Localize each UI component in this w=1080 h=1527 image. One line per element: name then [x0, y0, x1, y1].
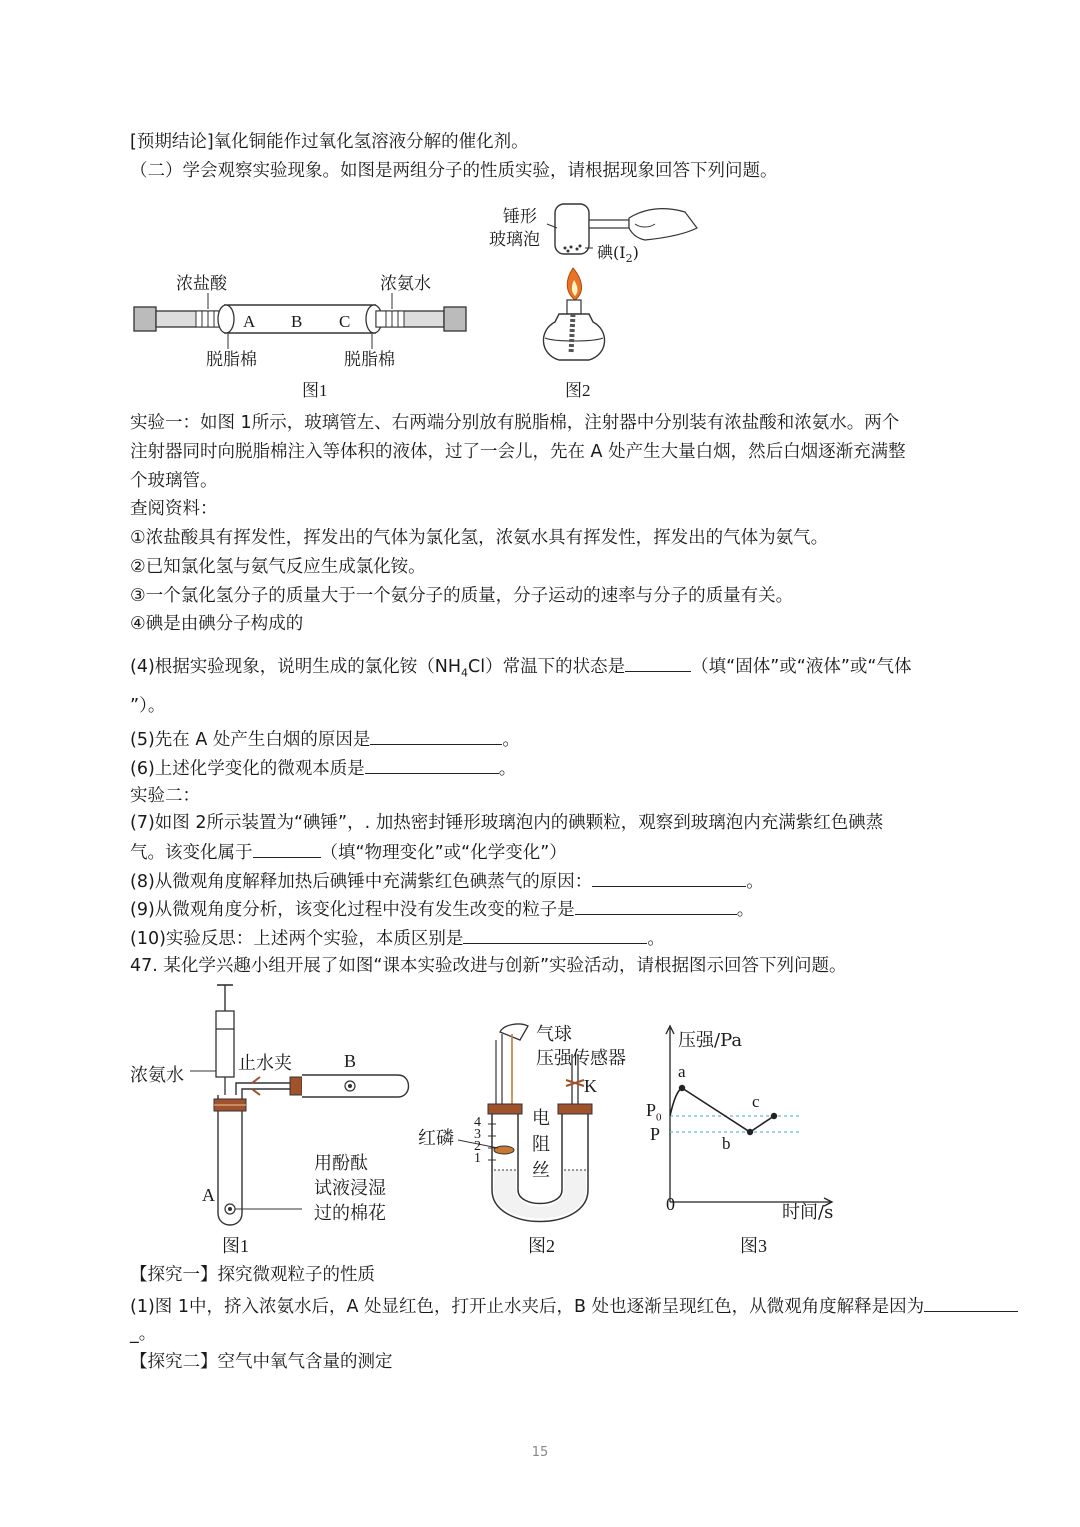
scale-2: 2 [474, 1139, 481, 1154]
figure-caption: 图3 [740, 1236, 767, 1256]
label-wire-3: 丝 [532, 1160, 550, 1181]
answer-blank-9[interactable] [575, 896, 737, 915]
bulb-label-1: 锤形 [503, 207, 537, 227]
question-9: (9)从微观角度分析，该变化过程中没有发生改变的粒子是 。 [130, 896, 754, 922]
question-4: (4)根据实验现象，说明生成的氯化铵$(NH_4Cl)$常温下的状态是 （填“固体”或“液体”或“气体 [130, 653, 911, 686]
answer-blank-5[interactable] [370, 726, 502, 745]
label-b: B [344, 1051, 357, 1071]
reference-4: ④碘是由碘分子构成的 [130, 614, 304, 634]
phenol-label-1: 用酚酞 [314, 1153, 368, 1174]
label-balloon: 气球 [536, 1024, 572, 1045]
page-number: 15 [531, 1445, 549, 1460]
reference-title: 查阅资料： [130, 499, 218, 519]
experiment2-title: 实验二： [130, 786, 200, 806]
explore1-title: 【探究一】探究微观粒子的性质 [130, 1265, 375, 1285]
point-b: B [291, 312, 303, 331]
point-a: A [243, 312, 256, 331]
label-wire-2: 阻 [532, 1134, 550, 1155]
label-wire-1: 电 [532, 1108, 550, 1129]
explore1-question-1-end: _。 [130, 1324, 157, 1344]
explore1-question-1: (1)图 1中，挤入浓氨水后，A 处显红色，打开止水夹后，B 处也逐渐呈现红色，从微观角度解释是因为 [130, 1293, 1018, 1319]
label-a: A [202, 1185, 215, 1205]
question-6: (6)上述化学变化的微观本质是 。 [130, 755, 516, 781]
scale-4: 4 [474, 1115, 481, 1130]
cotton-right-label: 脱脂棉 [344, 350, 395, 370]
label-sensor: 压强传感器 [536, 1048, 626, 1069]
phenol-label-2: 试液浸湿 [314, 1178, 386, 1199]
reference-2: ②已知氯化氢与氨气反应生成氯化铵。 [130, 557, 426, 577]
question-7-line1: (7)如图 2所示装置为“碘锤”，. 加热密封锤形玻璃泡内的碘颗粒，观察到玻璃泡内充满紫红色碘蒸 [130, 813, 884, 833]
figure-ammonia-tube [130, 983, 420, 1258]
reference-1: ①浓盐酸具有挥发性，挥发出的气体为氯化氢，浓氨水具有挥发性，挥发出的气体为氨气。 [130, 528, 829, 548]
scale-3: 3 [474, 1127, 481, 1142]
question-47: 47. 某化学兴趣小组开展了如图“课本实验改进与创新”实验活动，请根据图示回答下列问题。 [130, 956, 847, 976]
point-a-marker [679, 1085, 685, 1091]
point-b-label: b [722, 1134, 731, 1153]
answer-blank-6[interactable] [365, 755, 499, 774]
answer-blank-4[interactable] [625, 653, 691, 672]
question-4-end: ”）。 [130, 696, 166, 716]
label-ammonia: 浓氨水 [130, 1065, 184, 1086]
bulb-label-2: 玻璃泡 [489, 230, 540, 250]
exp1-line1: 实验一：如图 1所示，玻璃管左、右两端分别放有脱脂棉，注射器中分别装有浓盐酸和浓氨水。两个 [130, 413, 900, 433]
phenol-label-3: 过的棉花 [314, 1203, 386, 1224]
figure-caption: 图1 [222, 1236, 249, 1256]
figure-caption: 图2 [528, 1236, 555, 1256]
cotton-left-label: 脱脂棉 [206, 350, 257, 370]
figure-caption: 图2 [565, 381, 591, 400]
exp1-line2: 注射器同时向脱脂棉注入等体积的液体，过了一会儿，先在 A 处产生大量白烟，然后白烟逐渐充满整 [130, 442, 906, 462]
label-valve-k: K [584, 1076, 597, 1096]
origin-label: 0 [666, 1194, 675, 1214]
label-red-phosphorus: 红磷 [418, 1128, 454, 1149]
p0-label: $P_0$ [646, 1100, 662, 1124]
label-clamp: 止水夹 [238, 1053, 292, 1074]
answer-blank-7[interactable] [253, 839, 321, 858]
figure-pressure-chart [640, 1022, 850, 1258]
answer-blank-e1[interactable] [924, 1293, 1018, 1312]
figure-tube [130, 265, 475, 400]
question-8: (8)从微观角度解释加热后碘锤中充满紫红色碘蒸气的原因： 。 [130, 868, 764, 894]
question-10: (10)实验反思：上述两个实验，本质区别是 。 [130, 925, 665, 951]
figure-u-tube [412, 1020, 652, 1260]
x-axis-label: 时间/s [782, 1202, 834, 1223]
figure-caption: 图1 [302, 381, 328, 400]
answer-blank-8[interactable] [592, 868, 746, 887]
part2-intro: （二）学会观察实验现象。如图是两组分子的性质实验，请根据现象回答下列问题。 [130, 161, 778, 181]
exp1-line3: 个玻璃管。 [130, 471, 218, 491]
p-label: P [650, 1124, 661, 1144]
conclusion-line: [预期结论]氧化铜能作过氧化氢溶液分解的催化剂。 [130, 132, 529, 152]
point-c-label: c [752, 1092, 760, 1111]
point-c-marker [771, 1113, 777, 1119]
label-ammonia: 浓氨水 [380, 274, 431, 294]
label-hcl: 浓盐酸 [176, 274, 227, 294]
question-7-line2: 气。该变化属于 （填“物理变化”或“化学变化”） [130, 839, 567, 865]
figure-iodine-hammer [485, 198, 705, 403]
reference-3: ③一个氯化氢分子的质量大于一个氨分子的质量，分子运动的速率与分子的质量有关。 [130, 586, 794, 606]
point-a-label: a [678, 1062, 686, 1081]
point-c: C [339, 312, 351, 331]
answer-blank-10[interactable] [463, 925, 647, 944]
explore2-title: 【探究二】空气中氧气含量的测定 [130, 1352, 393, 1372]
iodine-label: 碘$(I_2)$ [597, 243, 639, 266]
question-5: (5)先在 A 处产生白烟的原因是 。 [130, 726, 520, 752]
scale-1: 1 [474, 1151, 481, 1166]
y-axis-label: 压强/Pa [678, 1030, 743, 1051]
point-b-marker [747, 1129, 753, 1135]
